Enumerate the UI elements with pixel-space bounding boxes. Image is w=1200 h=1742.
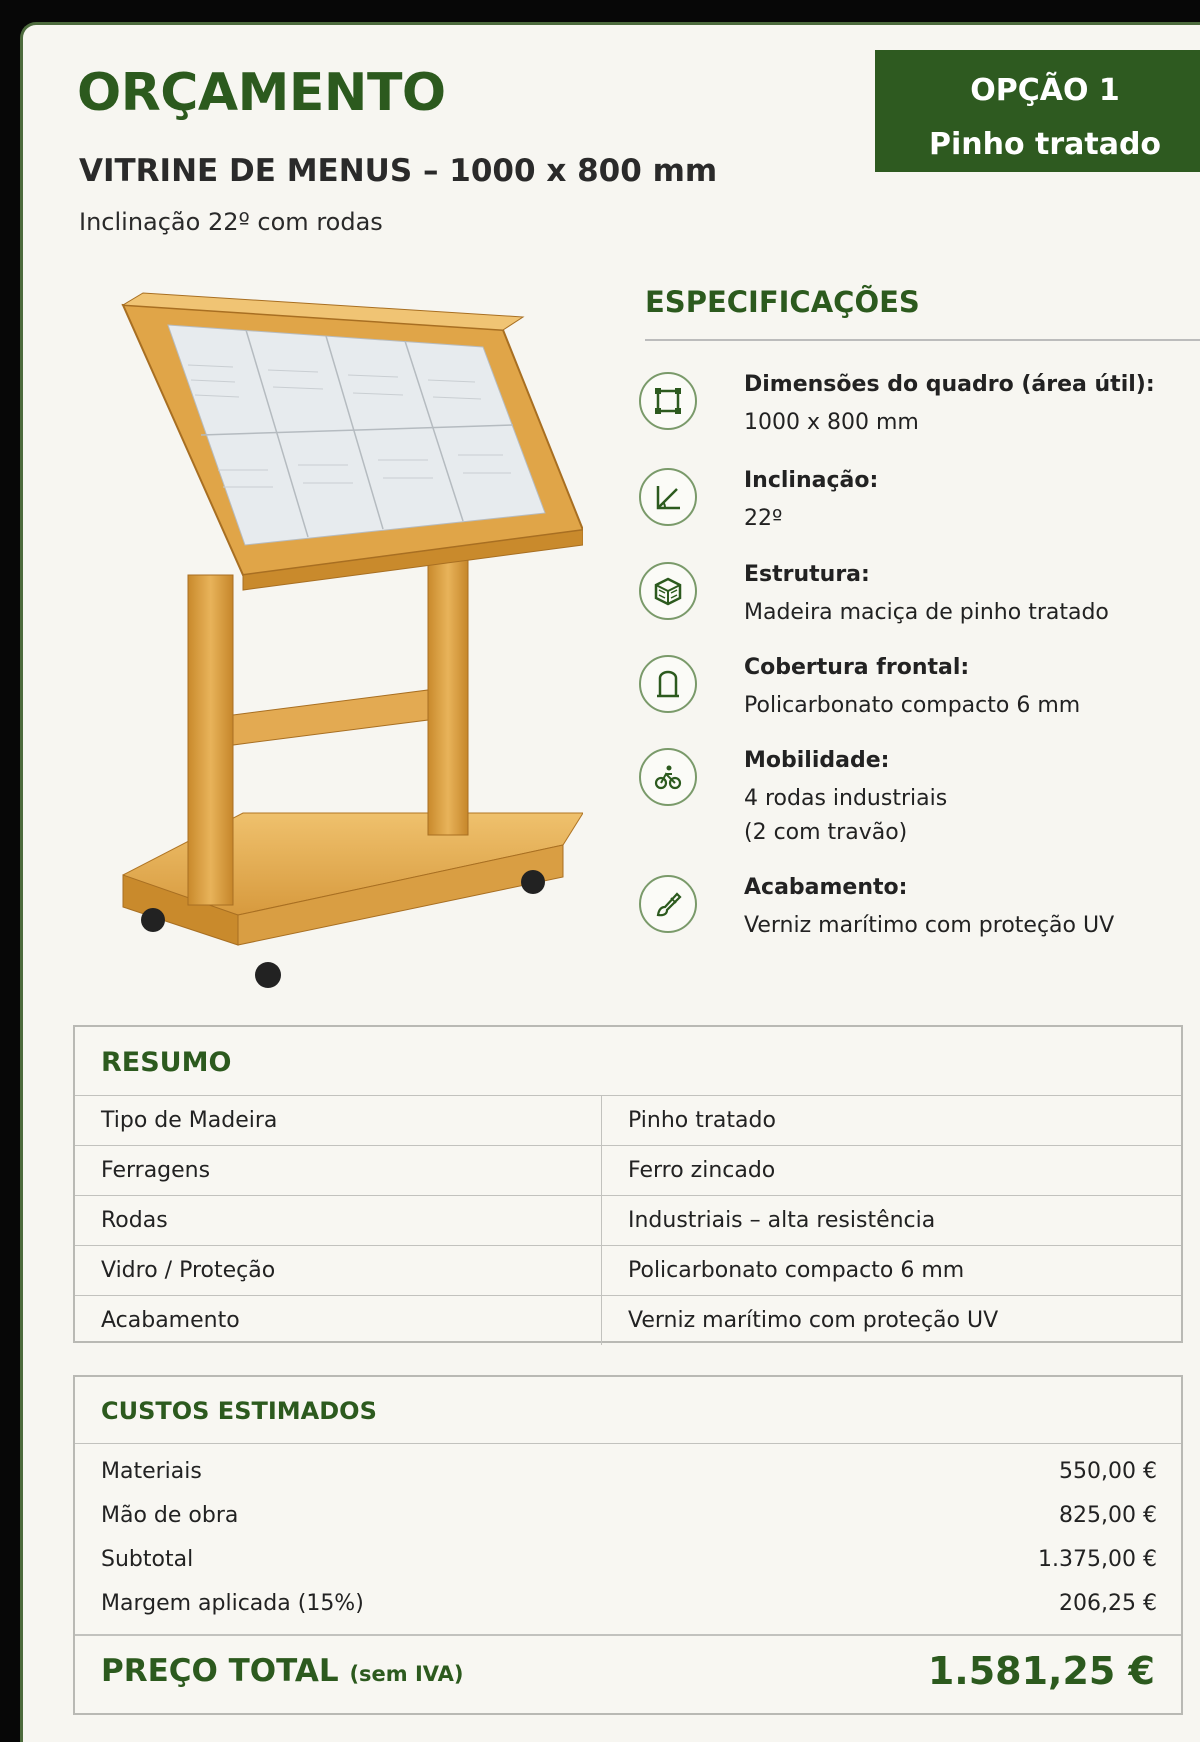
spec-label: Inclinação: (744, 468, 879, 493)
cost-row (101, 1503, 1157, 1528)
spec-label: Mobilidade: (744, 748, 890, 773)
summary-value: Verniz marítimo com proteção UV (602, 1296, 1182, 1346)
brush-icon (639, 875, 697, 933)
spec-label: Acabamento: (744, 875, 908, 900)
page-title: ORÇAMENTO (77, 63, 446, 123)
panel-icon (639, 655, 697, 713)
costs-panel (73, 1375, 1183, 1715)
total-note: (sem IVA) (349, 1662, 464, 1686)
spec-value: 22º (744, 506, 783, 531)
angle-icon (639, 468, 697, 526)
specs-divider (645, 339, 1200, 341)
summary-value: Ferro zincado (602, 1146, 1182, 1196)
specs-title: ESPECIFICAÇÕES (645, 285, 920, 319)
cost-label: Margem aplicada (15%) (101, 1591, 364, 1616)
product-image (83, 275, 583, 1015)
summary-panel (73, 1025, 1183, 1343)
cost-value: 206,25 € (1059, 1591, 1157, 1616)
wood-cube-icon (639, 562, 697, 620)
cost-value: 550,00 € (1059, 1459, 1157, 1484)
table-row (75, 1146, 1181, 1196)
summary-key: Vidro / Proteção (75, 1246, 602, 1296)
total-divider (75, 1634, 1181, 1636)
summary-value: Pinho tratado (602, 1096, 1182, 1146)
summary-value: Industriais – alta resistência (602, 1196, 1182, 1246)
option-number: OPÇÃO 1 (970, 73, 1120, 108)
summary-key: Ferragens (75, 1146, 602, 1196)
summary-value: Policarbonato compacto 6 mm (602, 1246, 1182, 1296)
summary-key: Rodas (75, 1196, 602, 1246)
quote-sheet (20, 22, 1200, 1742)
spec-value: Verniz marítimo com proteção UV (744, 913, 1115, 938)
product-subtitle: Inclinação 22º com rodas (79, 208, 383, 236)
cost-label: Materiais (101, 1459, 202, 1484)
cost-row (101, 1547, 1157, 1572)
spec-value: Policarbonato compacto 6 mm (744, 693, 1081, 718)
cost-row (101, 1459, 1157, 1484)
spec-value: 1000 x 800 mm (744, 410, 919, 435)
spec-value (744, 782, 947, 850)
option-badge (875, 50, 1200, 172)
total-label-text: PREÇO TOTAL (101, 1653, 339, 1689)
option-material: Pinho tratado (928, 127, 1162, 162)
spec-value: Madeira maciça de pinho tratado (744, 600, 1109, 625)
table-row (75, 1246, 1181, 1296)
costs-title: CUSTOS ESTIMADOS (101, 1397, 377, 1425)
summary-table (75, 1095, 1181, 1345)
table-row (75, 1296, 1181, 1346)
cost-label: Subtotal (101, 1547, 194, 1572)
product-title: VITRINE DE MENUS – 1000 x 800 mm (79, 153, 718, 189)
spec-value-line: (2 com travão) (744, 820, 908, 845)
cost-label: Mão de obra (101, 1503, 239, 1528)
summary-title: RESUMO (101, 1047, 232, 1078)
costs-divider (75, 1443, 1181, 1444)
table-row (75, 1196, 1181, 1246)
cost-row (101, 1591, 1157, 1616)
spec-label: Cobertura frontal: (744, 655, 970, 680)
cost-value: 825,00 € (1059, 1503, 1157, 1528)
spec-label: Dimensões do quadro (área útil): (744, 372, 1155, 397)
total-label (101, 1653, 463, 1689)
table-row (75, 1096, 1181, 1146)
cost-value: 1.375,00 € (1038, 1547, 1157, 1572)
frame-icon (639, 372, 697, 430)
summary-key: Tipo de Madeira (75, 1096, 602, 1146)
total-value: 1.581,25 € (927, 1649, 1155, 1693)
spec-label: Estrutura: (744, 562, 870, 587)
spec-value-line: 4 rodas industriais (744, 786, 948, 811)
wheels-icon (639, 748, 697, 806)
summary-key: Acabamento (75, 1296, 602, 1346)
